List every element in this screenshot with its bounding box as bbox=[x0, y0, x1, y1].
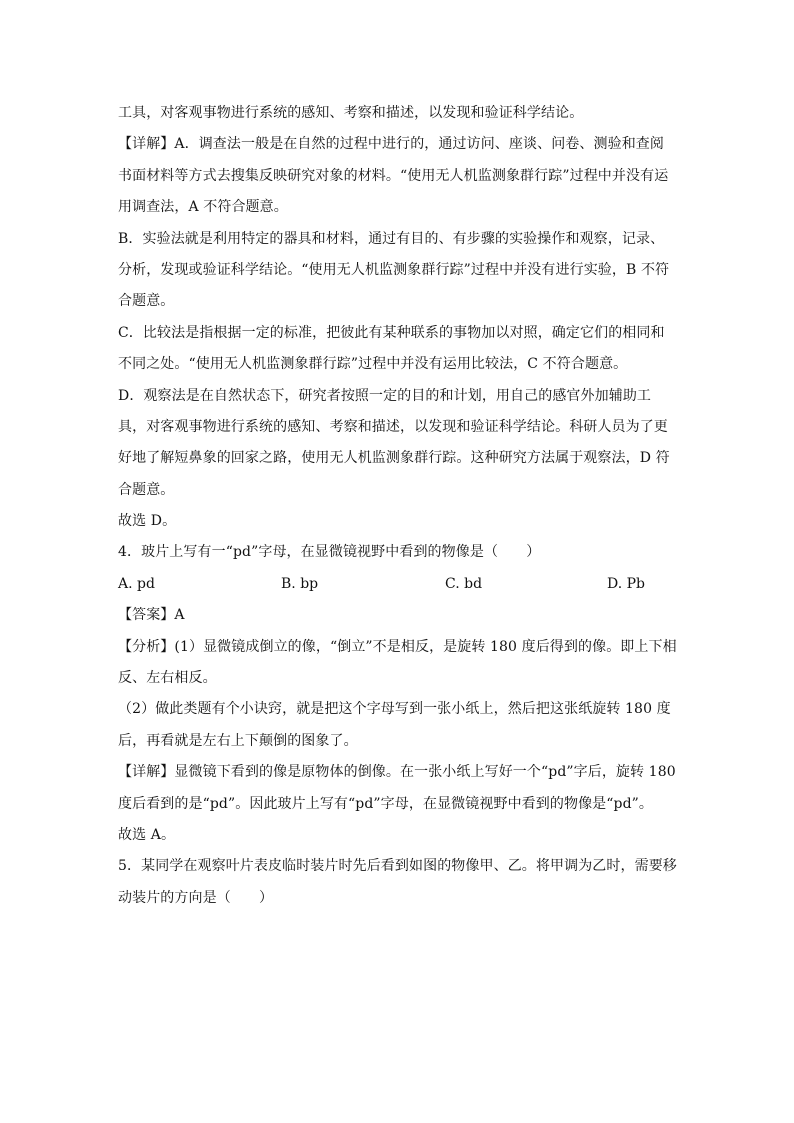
text-line: C．比较法是指根据一定的标准，把彼此有某种联系的事物加以对照，确定它们的相同和 bbox=[118, 324, 665, 341]
question-4-options bbox=[118, 569, 678, 600]
text-line: 【详解】显微镜下看到的像是原物体的倒像。在一张小纸上写好一个“pd”字后，旋转 180 bbox=[118, 764, 676, 781]
text-line: 好地了解短鼻象的回家之路，使用无人机监测象群行踪。这种研究方法属于观察法，D 符 bbox=[118, 450, 670, 467]
option-d: D. Pb bbox=[607, 575, 646, 592]
text-line: 具，对客观事物进行系统的感知、考察和描述，以发现和验证科学结论。科研人员为了更 bbox=[118, 418, 668, 435]
document-page bbox=[118, 98, 678, 914]
text-line: 故选 A。 bbox=[118, 826, 176, 843]
option-a: A. pd bbox=[118, 575, 155, 592]
option-b: B. bp bbox=[281, 575, 319, 592]
question-5-stem: 5．某同学在观察叶片表皮临时装片时先后看到如图的物像甲、乙。将甲调为乙时，需要移 bbox=[118, 858, 677, 875]
text-line: 后，再看就是左右上下颠倒的图象了。 bbox=[118, 732, 358, 749]
text-line: 合题意。 bbox=[118, 293, 175, 310]
text-line: B．实验法就是利用特定的器具和材料，通过有目的、有步骤的实验操作和观察，记录、 bbox=[118, 230, 665, 247]
question-4-stem: 4．玻片上写有一“pd”字母，在显微镜视野中看到的物像是（ ） bbox=[118, 544, 541, 561]
text-line: 工具，对客观事物进行系统的感知、考察和描述，以发现和验证科学结论。 bbox=[118, 105, 584, 121]
option-c: C. bd bbox=[445, 575, 483, 592]
answer-line: 【答案】A bbox=[118, 607, 185, 624]
text-line: 度后看到的是“pd”。因此玻片上写有“pd”字母，在显微镜视野中看到的物像是“pd”。 bbox=[118, 795, 654, 812]
text-line: 用调查法，A 不符合题意。 bbox=[118, 199, 288, 216]
text-line: 书面材料等方式去搜集反映研究对象的材料。“使用无人机监测象群行踪”过程中并没有运 bbox=[118, 167, 669, 184]
text-line: 合题意。 bbox=[118, 481, 175, 498]
text-line: 不同之处。“使用无人机监测象群行踪”过程中并没有运用比较法，C 不符合题意。 bbox=[118, 356, 628, 373]
text-line: 分析，发现或验证科学结论。“使用无人机监测象群行踪”过程中并没有进行实验，B 不符 bbox=[118, 261, 670, 278]
text-line: 【分析】(1）显微镜成倒立的像，“倒立”不是相反，是旋转 180 度后得到的像。即上下相 bbox=[118, 638, 677, 655]
text-line: 【详解】A．调查法一般是在自然的过程中进行的，通过访问、座谈、问卷、测验和查阅 bbox=[118, 136, 665, 153]
text-line: 故选 D。 bbox=[118, 513, 177, 530]
text-line: （2）做此类题有个小诀窍，就是把这个字母写到一张小纸上，然后把这张纸旋转 180 度 bbox=[118, 701, 671, 718]
text-line: 动装片的方向是（ ） bbox=[118, 889, 274, 906]
text-line: D．观察法是在自然状态下，研究者按照一定的目的和计划，用自己的感官外加辅助工 bbox=[118, 387, 652, 404]
text-line: 反、左右相反。 bbox=[118, 670, 217, 687]
